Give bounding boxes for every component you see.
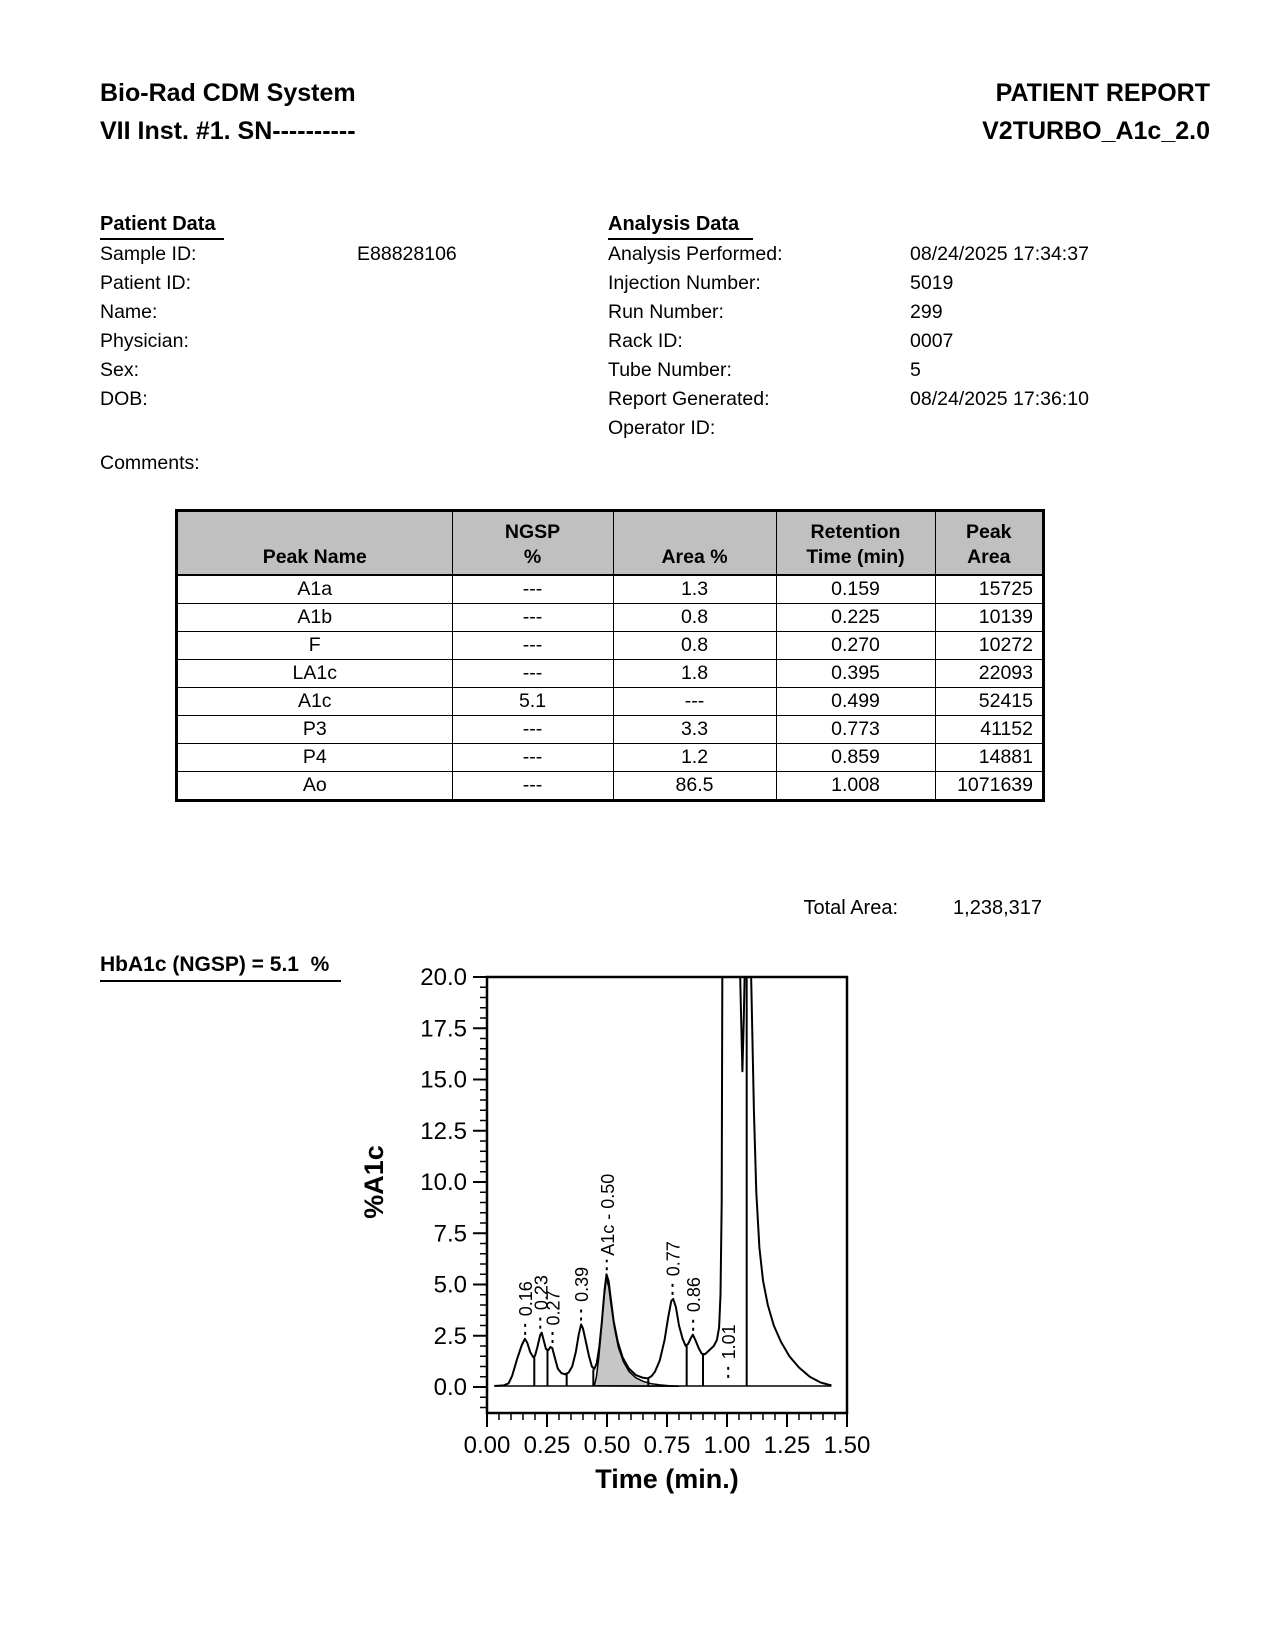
peak-table-header-row <box>177 511 1043 575</box>
peak-table-cell: 14881 <box>935 744 1043 772</box>
peak-table-cell: 0.225 <box>776 604 935 632</box>
patient-field-label: Patient ID: <box>100 272 192 294</box>
peak-label: 0.39 <box>572 1266 593 1302</box>
patient-field-value: E88828106 <box>357 243 457 265</box>
peak-label: 0.86 <box>684 1277 705 1313</box>
peak-table-row <box>177 716 1043 744</box>
plot-frame <box>487 977 847 1413</box>
patient-field-row <box>100 359 600 388</box>
peak-table-cell: 1.008 <box>776 772 935 801</box>
peak-table-cell: 3.3 <box>613 716 776 744</box>
analysis-data-fields <box>608 243 1208 446</box>
peak-table-cell: --- <box>452 744 613 772</box>
y-tick-label: 7.5 <box>433 1220 467 1248</box>
peak-table-cell: 41152 <box>935 716 1043 744</box>
peak-table-cell: 15725 <box>935 575 1043 604</box>
analysis-field-value: 0007 <box>910 330 954 352</box>
total-area-label: Total Area: <box>803 897 899 919</box>
peak-label: 0.27 <box>543 1290 564 1326</box>
analysis-field-label: Operator ID: <box>608 417 716 439</box>
peak-table-cell: 0.8 <box>613 632 776 660</box>
peak-table-cell: A1b <box>177 604 452 632</box>
report-header-right <box>982 74 1210 150</box>
peak-table-cell: 0.773 <box>776 716 935 744</box>
peak-table-cell: 0.159 <box>776 575 935 604</box>
x-tick-label: 1.00 <box>703 1432 751 1459</box>
x-tick-label: 1.50 <box>823 1432 871 1459</box>
x-axis-title: Time (min.) <box>595 1464 739 1494</box>
peak-table-cell: 1.3 <box>613 575 776 604</box>
analysis-field-label: Rack ID: <box>608 330 683 352</box>
patient-field-row <box>100 388 600 417</box>
peak-table-row <box>177 575 1043 604</box>
peak-table-cell: 0.499 <box>776 688 935 716</box>
analysis-field-row <box>608 388 1208 417</box>
y-tick-label: 12.5 <box>420 1117 467 1145</box>
patient-data-fields <box>100 243 600 417</box>
peak-table-cell: 1.2 <box>613 744 776 772</box>
peak-table-cell: LA1c <box>177 660 452 688</box>
peak-table-header-cell: Peak Area <box>935 511 1043 575</box>
method-version: V2TURBO_A1c_2.0 <box>982 117 1210 145</box>
peak-table-cell: 52415 <box>935 688 1043 716</box>
x-tick-label: 0.00 <box>463 1432 511 1459</box>
peak-table-cell: F <box>177 632 452 660</box>
hba1c-result: HbA1c (NGSP) = 5.1 % <box>100 953 341 982</box>
y-tick-label: 15.0 <box>420 1066 467 1094</box>
chromatogram-chart <box>300 890 880 1515</box>
peak-table-cell: 86.5 <box>613 772 776 801</box>
peak-table-row <box>177 660 1043 688</box>
peak-table-cell: --- <box>452 604 613 632</box>
analysis-field-value: 08/24/2025 17:36:10 <box>910 388 1089 410</box>
peak-label: 0.16 <box>516 1281 537 1317</box>
analysis-field-row <box>608 272 1208 301</box>
peak-table-cell: 0.270 <box>776 632 935 660</box>
peak-table-cell: --- <box>452 575 613 604</box>
peak-table-cell: P4 <box>177 744 452 772</box>
peak-table-row <box>177 632 1043 660</box>
peak-table-cell: 0.8 <box>613 604 776 632</box>
peak-label: 1.01 <box>719 1324 740 1360</box>
analysis-field-label: Run Number: <box>608 301 724 323</box>
peak-table-cell: 5.1 <box>452 688 613 716</box>
patient-field-label: Sample ID: <box>100 243 197 265</box>
peak-table-cell: A1a <box>177 575 452 604</box>
peak-table-row <box>177 604 1043 632</box>
x-tick-label: 1.25 <box>763 1432 811 1459</box>
peak-table-cell: 10272 <box>935 632 1043 660</box>
app-title: Bio-Rad CDM System <box>100 79 356 107</box>
analysis-field-row <box>608 417 1208 446</box>
patient-data-heading: Patient Data <box>100 213 224 240</box>
patient-field-label: DOB: <box>100 388 148 410</box>
analysis-field-value: 08/24/2025 17:34:37 <box>910 243 1089 265</box>
y-tick-label: 10.0 <box>420 1169 467 1196</box>
peak-label: A1c - 0.50 <box>597 1173 618 1256</box>
chromatogram-svg <box>300 890 880 1515</box>
peak-table-cell: --- <box>452 660 613 688</box>
analysis-data-heading: Analysis Data <box>608 213 753 240</box>
peak-table-cell: 1071639 <box>935 772 1043 801</box>
patient-field-row <box>100 272 600 301</box>
instrument-line: VII Inst. #1. SN---------- <box>100 117 356 145</box>
peak-table-row <box>177 772 1043 801</box>
patient-field-label: Sex: <box>100 359 140 381</box>
analysis-field-value: 5 <box>910 359 921 381</box>
analysis-field-row <box>608 330 1208 359</box>
analysis-field-label: Report Generated: <box>608 388 770 410</box>
peak-table-cell: --- <box>452 772 613 801</box>
peak-table-header-cell: Retention Time (min) <box>776 511 935 575</box>
analysis-field-value: 5019 <box>910 272 954 294</box>
x-tick-label: 0.25 <box>523 1432 571 1459</box>
peak-table-cell: P3 <box>177 716 452 744</box>
total-area-value: 1,238,317 <box>953 897 1042 919</box>
peak-table-row <box>177 688 1043 716</box>
y-axis-title: %A1c <box>359 1145 389 1219</box>
analysis-field-label: Analysis Performed: <box>608 243 783 265</box>
analysis-field-row <box>608 359 1208 388</box>
y-tick-label: 20.0 <box>420 964 467 991</box>
peak-table-cell: 0.395 <box>776 660 935 688</box>
peak-table-header-cell: NGSP % <box>452 511 613 575</box>
peak-label: 0.23 <box>531 1275 552 1311</box>
peak-table-cell: 0.859 <box>776 744 935 772</box>
peak-table-cell: --- <box>452 716 613 744</box>
peak-table-cell: Ao <box>177 772 452 801</box>
x-tick-label: 0.75 <box>643 1432 691 1459</box>
peak-table-cell: --- <box>452 632 613 660</box>
peak-table-cell: --- <box>613 688 776 716</box>
analysis-field-row <box>608 243 1208 272</box>
x-tick-label: 0.50 <box>583 1432 631 1459</box>
y-tick-label: 17.5 <box>420 1015 467 1043</box>
report-title: PATIENT REPORT <box>995 79 1210 107</box>
patient-field-label: Physician: <box>100 330 189 352</box>
comments-label: Comments: <box>100 452 200 474</box>
patient-field-label: Name: <box>100 301 158 323</box>
y-tick-label: 5.0 <box>433 1271 467 1299</box>
peak-table <box>176 510 1044 801</box>
y-tick-label: 2.5 <box>433 1322 467 1350</box>
peak-table-row <box>177 744 1043 772</box>
peak-table-cell: 1.8 <box>613 660 776 688</box>
report-header-left <box>100 74 356 150</box>
analysis-field-label: Tube Number: <box>608 359 732 381</box>
patient-field-row <box>100 301 600 330</box>
peak-table-cell: 10139 <box>935 604 1043 632</box>
peak-table-cell: 22093 <box>935 660 1043 688</box>
peak-table-cell: A1c <box>177 688 452 716</box>
patient-field-row <box>100 330 600 359</box>
peak-table-header-cell: Area % <box>613 511 776 575</box>
peak-table-header-cell: Peak Name <box>177 511 452 575</box>
peak-label: 0.77 <box>663 1241 684 1277</box>
patient-field-row <box>100 243 600 272</box>
analysis-field-row <box>608 301 1208 330</box>
y-tick-label: 0.0 <box>433 1374 467 1401</box>
analysis-field-label: Injection Number: <box>608 272 761 294</box>
analysis-field-value: 299 <box>910 301 943 323</box>
